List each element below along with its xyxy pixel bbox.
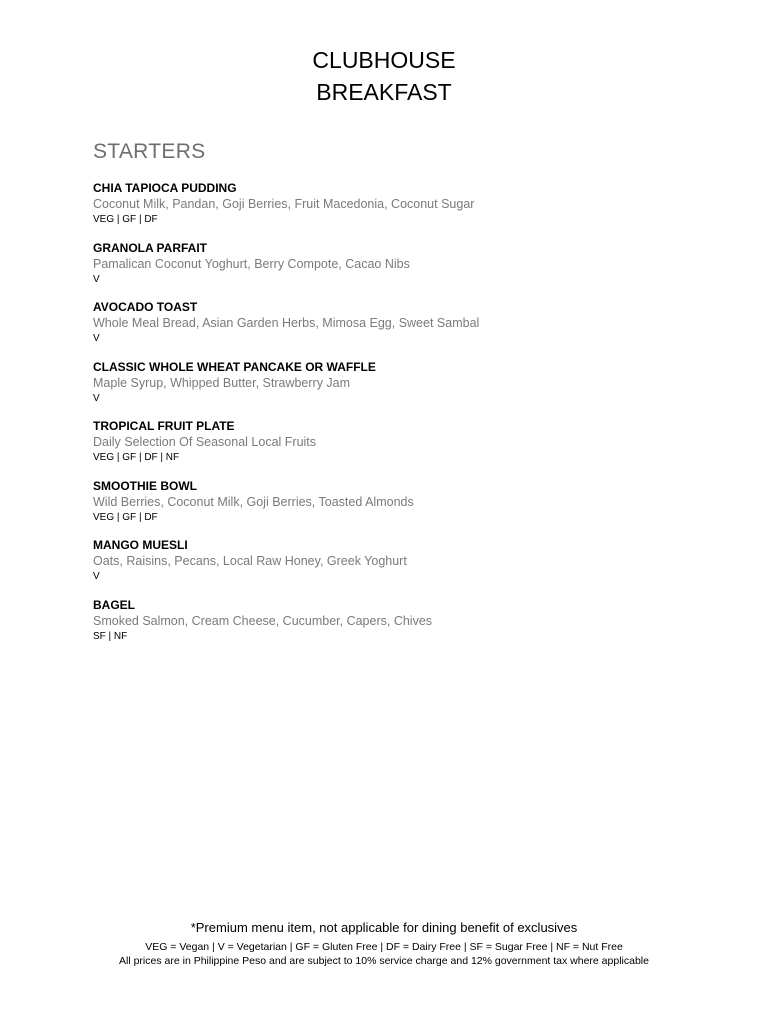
menu-item-name: TROPICAL FRUIT PLATE [93, 419, 235, 433]
menu-item-description: Maple Syrup, Whipped Butter, Strawberry Jam [93, 375, 351, 390]
menu-item-dietary-tags: V [93, 273, 100, 285]
premium-note: *Premium menu item, not applicable for dining benefit of exclusives [190, 920, 578, 935]
menu-item [93, 240, 713, 300]
menu-item-description: Smoked Salmon, Cream Cheese, Cucumber, Capers, Chives [93, 613, 433, 628]
menu-item [93, 537, 713, 597]
section-heading-starters: STARTERS [93, 140, 206, 163]
menu-item-dietary-tags: V [93, 392, 100, 404]
menu-item [93, 180, 713, 240]
menu-item-description: Coconut Milk, Pandan, Goji Berries, Fruit Macedonia, Coconut Sugar [93, 197, 475, 211]
menu-item-dietary-tags: V [93, 333, 100, 344]
menu-item-dietary-tags: SF | NF [93, 630, 128, 642]
menu-item-name: BAGEL [93, 597, 135, 612]
menu-item-name: SMOOTHIE BOWL [93, 478, 197, 493]
menu-item-description: Wild Berries, Coconut Milk, Goji Berries, Toasted Almonds [93, 494, 414, 509]
menu-item-dietary-tags: V [93, 571, 100, 582]
menu-item-dietary-tags: VEG | GF | DF [93, 511, 158, 523]
menu-items-list [93, 180, 713, 656]
menu-item [93, 478, 713, 538]
menu-item-description: Pamalican Coconut Yoghurt, Berry Compote, Cacao Nibs [93, 256, 410, 271]
menu-title-line-2: BREAKFAST [316, 79, 452, 105]
menu-item-description: Daily Selection Of Seasonal Local Fruits [93, 435, 317, 449]
menu-item-dietary-tags: VEG | GF | DF [93, 214, 158, 225]
menu-title-line-1: CLUBHOUSE [312, 47, 456, 73]
dietary-legend: VEG = Vegan | V = Vegetarian | GF = Gluten Free | DF = Dairy Free | SF = Sugar Free | NF = Nut Free [145, 941, 623, 953]
menu-item-name: AVOCADO TOAST [93, 300, 198, 314]
menu-item-name: MANGO MUESLI [93, 538, 188, 552]
menu-item-description: Whole Meal Bread, Asian Garden Herbs, Mimosa Egg, Sweet Sambal [93, 316, 480, 330]
prices-note: All prices are in Philippine Peso and are subject to 10% service charge and 12% government tax where applicable [119, 955, 649, 967]
menu-item [93, 597, 713, 657]
menu-item-name: GRANOLA PARFAIT [93, 240, 207, 255]
menu-title [0, 44, 768, 108]
menu-item [93, 299, 713, 359]
menu-item-dietary-tags: VEG | GF | DF | NF [93, 452, 180, 463]
menu-item [93, 359, 713, 419]
menu-item-description: Oats, Raisins, Pecans, Local Raw Honey, Greek Yoghurt [93, 554, 407, 568]
menu-item [93, 418, 713, 478]
menu-item-name: CHIA TAPIOCA PUDDING [93, 181, 237, 195]
menu-item-name: CLASSIC WHOLE WHEAT PANCAKE OR WAFFLE [93, 359, 376, 374]
